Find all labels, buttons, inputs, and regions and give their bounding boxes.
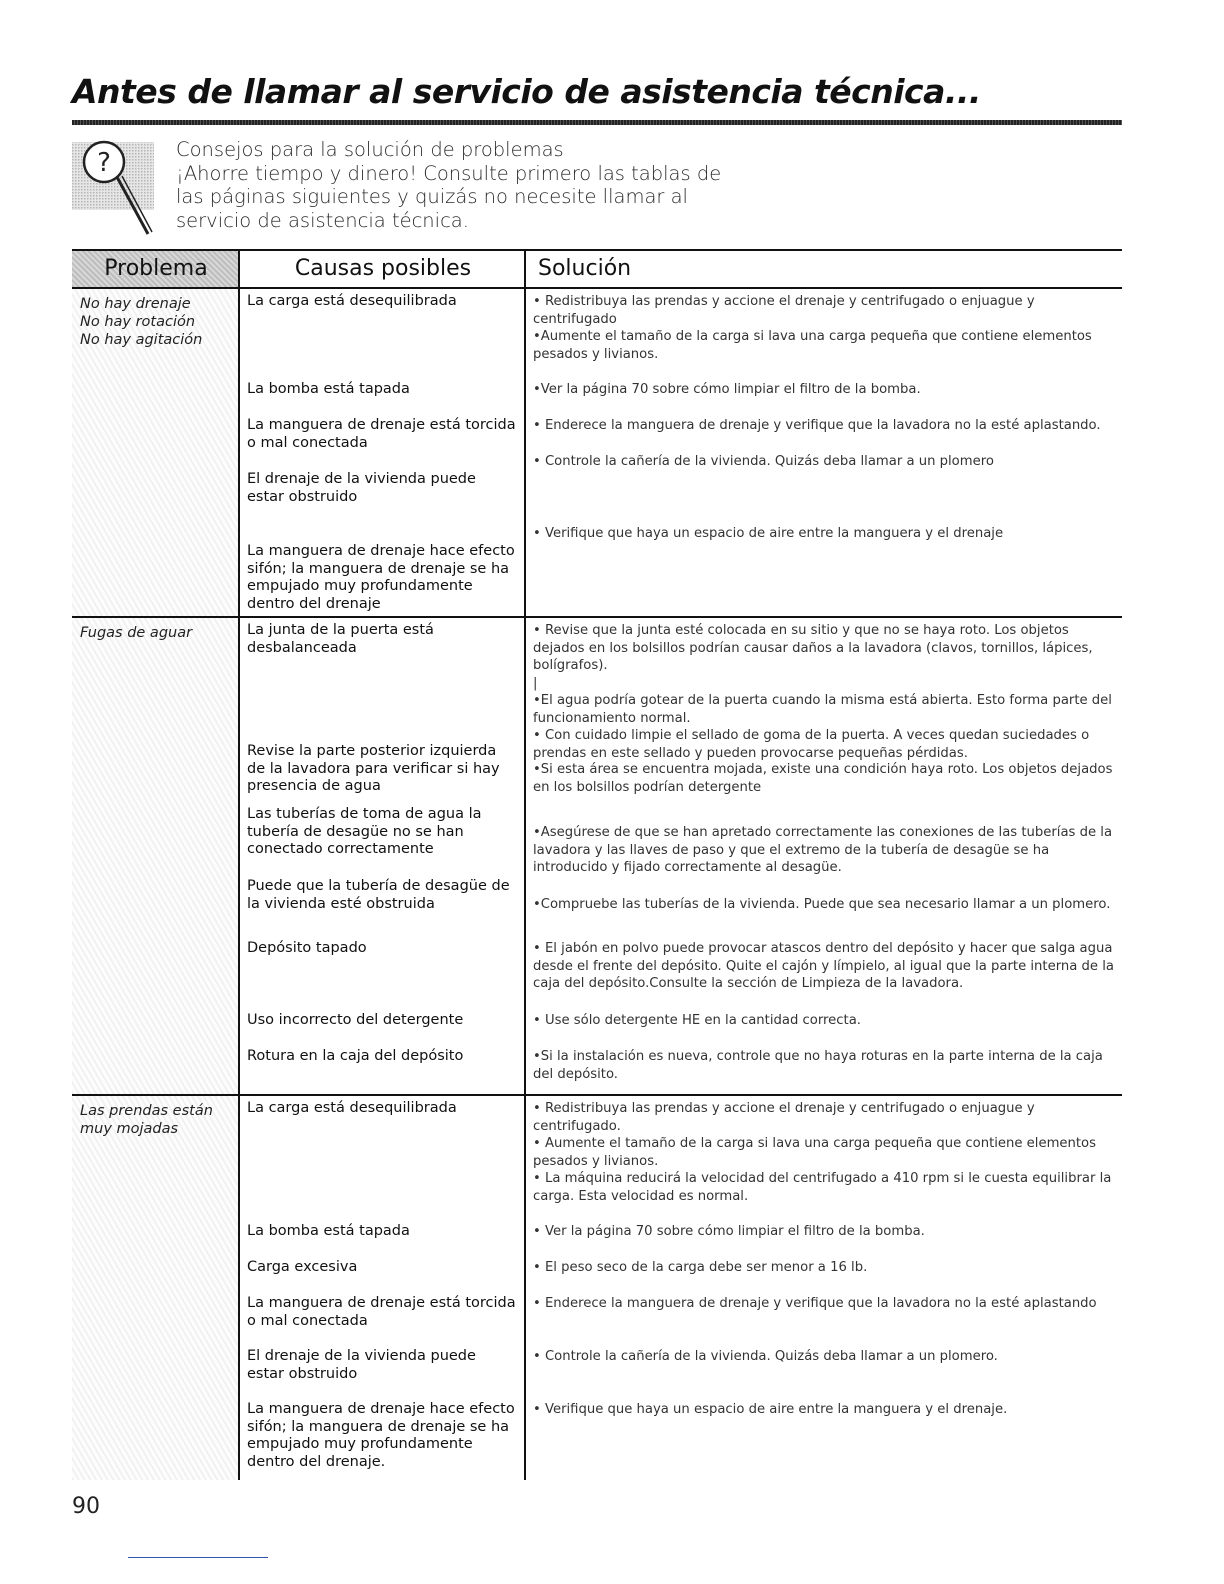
solution-text: • Enderece la manguera de drenaje y verifique que la lavadora no la esté aplastando [533,1296,1097,1311]
solution-text: • Ver la página 70 sobre cómo limpiar el filtro de la bomba. [533,1224,925,1239]
solution-text: •Si la instalación es nueva, controle que no haya roturas en la parte interna de la caja del depósito. [533,1049,1103,1082]
solution-text: • Use sólo detergente HE en la cantidad correcta. [533,1013,861,1028]
page-title: Antes de llamar al servicio de asistencia técnica... [72,72,981,111]
column-divider [524,1096,526,1480]
solution-text: • Redistribuya las prendas y accione el drenaje y centrifugado o enjuague y centrifugado •Aumente el tamaño de la carga si lava una carga pequeña que contiene elementos pesados y livianos. [533,294,1092,362]
cause-text: La carga está desequilibrada [247,293,457,309]
problem-label: Las prendas están [80,1103,213,1119]
solution-text: •Si esta área se encuentra mojada, existe una condición haya roto. Los objetos dejados en los bolsillos podrían detergente [533,762,1113,795]
problem-cell [72,618,240,1094]
solution-text: • Revise que la junta esté colocada en su sitio y que no se haya roto. Los objetos dejados en los bolsillos podrían causar daños a la lavadora (clavos, tornillos, lápices, bolígrafos). | •El agua podría gotear de la puerta cuando la misma está abierta. Esto forma parte del funcionamiento normal. • Con cuidado limpie el sellado de goma de la puerta. A veces quedan suciedades o prendas en este sellado y pueden provocarse pequeñas pérdidas. [533,623,1112,761]
svg-text:?: ? [97,148,111,178]
cause-text: La junta de la puerta está desbalanceada [247,622,434,656]
troubleshooting-table [72,249,1122,1480]
title-rule [72,120,1122,125]
question-magnifier-icon [72,138,154,242]
column-divider [524,289,526,616]
cause-text: La manguera de drenaje hace efecto sifón; la manguera de drenaje se ha empujado muy profundamente dentro del drenaje. [247,1401,515,1470]
solution-text: •Compruebe las tuberías de la vivienda. Puede que sea necesario llamar a un plomero. [533,897,1111,912]
problem-section [72,1096,1122,1480]
cause-text: Uso incorrecto del detergente [247,1012,464,1028]
intro-line: servicio de asistencia técnica. [176,208,469,232]
cause-text: La manguera de drenaje está torcida o mal conectada [247,417,516,451]
cause-text: La manguera de drenaje hace efecto sifón; la manguera de drenaje se ha empujado muy profundamente dentro del drenaje [247,543,515,612]
solution-text: • Redistribuya las prendas y accione el drenaje y centrifugado o enjuague y centrifugado. • Aumente el tamaño de la carga si lava una carga pequeña que contiene elementos pesados y livianos. • La máquina reducirá la velocidad del centrifugado a 410 rpm si le cuesta equilibrar la carga. Esta velocidad es normal. [533,1101,1112,1204]
header-solution: Solución [538,256,632,281]
page-number: 90 [72,1494,100,1519]
intro-text [176,138,736,232]
cause-text: Rotura en la caja del depósito [247,1048,464,1064]
cause-text: El drenaje de la vivienda puede estar obstruido [247,1348,476,1382]
solution-text: • El peso seco de la carga debe ser menor a 16 lb. [533,1260,868,1275]
solution-text: • Verifique que haya un espacio de aire entre la manguera y el drenaje [533,526,1004,541]
column-divider [524,251,526,287]
solution-text: •Asegúrese de que se han apretado correctamente las conexiones de las tuberías de la lavadora y las llaves de paso y que el extremo de la tubería de desagüe se ha introducido y fijado correctamente al desagüe. [533,825,1113,875]
intro-line: ¡Ahorre tiempo y dinero! Consulte primero las tablas de [176,161,722,185]
solution-text: • Enderece la manguera de drenaje y verifique que la lavadora no la esté aplastando. [533,418,1101,433]
column-divider [238,618,240,1094]
cause-text: La manguera de drenaje está torcida o mal conectada [247,1295,516,1329]
cause-text: Puede que la tubería de desagüe de la vivienda esté obstruida [247,878,510,912]
column-divider [238,1096,240,1480]
solution-text: •Ver la página 70 sobre cómo limpiar el filtro de la bomba. [533,382,921,397]
problem-cell [72,1096,240,1480]
problem-label: muy mojadas [80,1121,179,1137]
header-causes: Causas posibles [294,256,472,281]
cause-text: La carga está desequilibrada [247,1100,457,1116]
problem-cell [72,289,240,616]
cause-text: Carga excesiva [247,1259,358,1275]
cause-text: La bomba está tapada [247,381,410,397]
problem-label: No hay drenaje [80,296,191,312]
problem-label: No hay rotación [80,314,196,330]
header-problem: Problema [72,251,240,287]
solution-text: • Controle la cañería de la vivienda. Quizás deba llamar a un plomero. [533,1349,998,1364]
solution-text: • Verifique que haya un espacio de aire entre la manguera y el drenaje. [533,1402,1008,1417]
footer-rule [128,1557,268,1558]
cause-text: El drenaje de la vivienda puede estar obstruido [247,471,476,505]
intro-line: Consejos para la solución de problemas [176,138,564,161]
problem-section [72,289,1122,618]
intro-line: las páginas siguientes y quizás no necesite llamar al [176,185,688,208]
cause-text: Revise la parte posterior izquierda de la lavadora para verificar si hay presencia de agua [247,743,500,794]
column-divider [524,618,526,1094]
problem-section [72,618,1122,1096]
problem-label: Fugas de aguar [80,625,193,641]
column-divider [238,289,240,616]
table-header [72,249,1122,289]
cause-text: La bomba está tapada [247,1223,410,1239]
cause-text: Depósito tapado [247,940,367,956]
solution-text: • El jabón en polvo puede provocar atascos dentro del depósito y hacer que salga agua desde el frente del depósito. Quite el cajón y límpielo, al igual que la parte interna de la caja del depósito.Consulte la sección de Limpieza de la lavadora. [533,941,1114,991]
solution-text: • Controle la cañería de la vivienda. Quizás deba llamar a un plomero [533,454,994,469]
column-divider [238,251,240,287]
problem-label: No hay agitación [80,332,203,348]
cause-text: Las tuberías de toma de agua la tubería de desagüe no se han conectado correctamente [247,806,482,857]
